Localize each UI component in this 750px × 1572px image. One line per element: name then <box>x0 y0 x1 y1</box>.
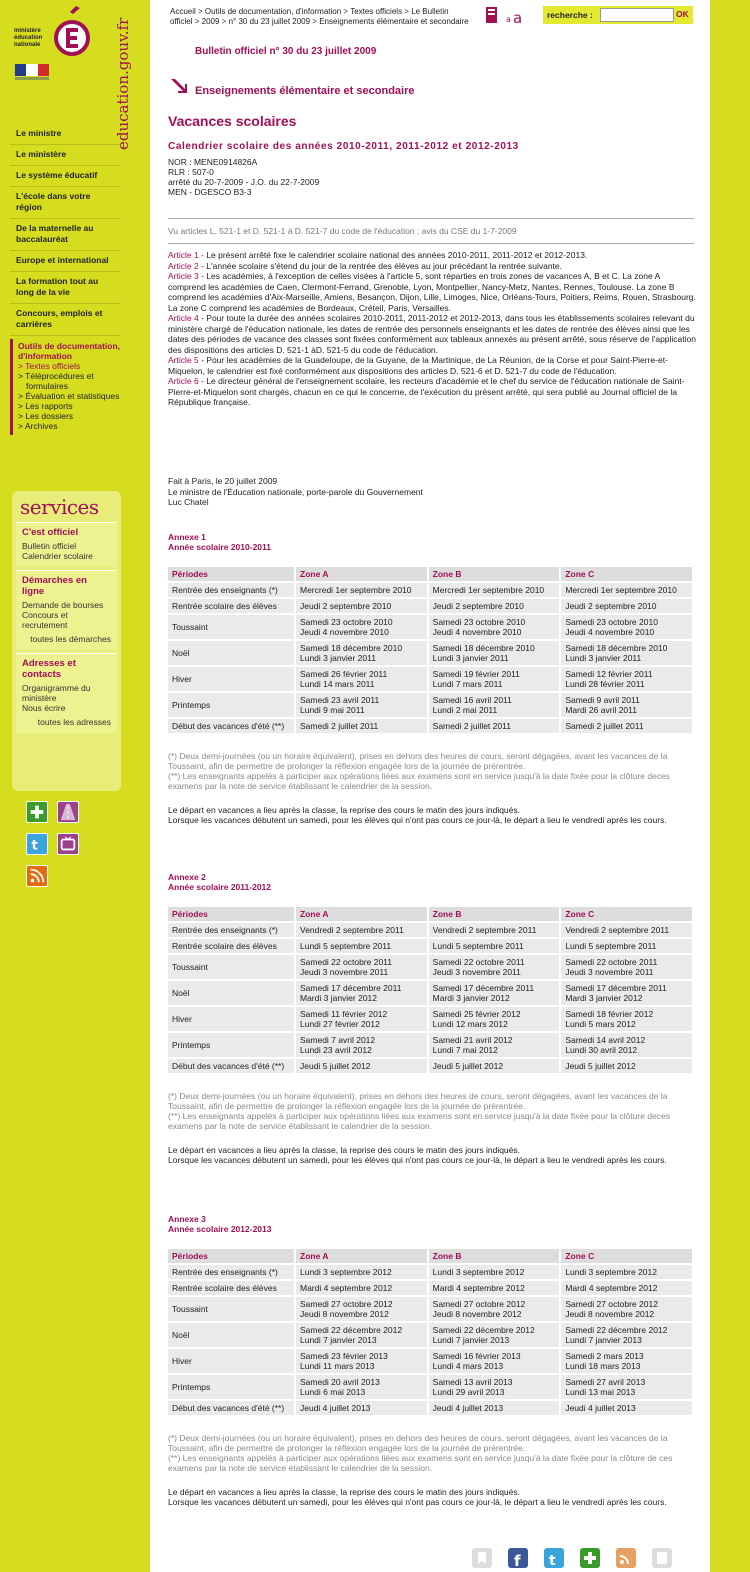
link-toutes-demarches[interactable]: toutes les démarches <box>30 634 111 644</box>
article-text: - Le présent arrêté fixe le calendrier scolaire national des années 2010-2011, 2011-2012 et 2012-2013. <box>198 250 588 260</box>
arrow-icon <box>169 77 187 95</box>
table-row <box>168 1007 692 1031</box>
table-cell: Rentrée des enseignants (*) <box>168 923 294 937</box>
depart-note <box>168 1487 696 1507</box>
table-cell: Samedi 2 mars 2013 Lundi 18 mars 2013 <box>561 1349 692 1373</box>
article-1 <box>168 250 698 261</box>
table-cell: Lundi 5 septembre 2011 <box>561 939 692 953</box>
document-meta <box>168 157 319 197</box>
table-cell: Samedi 21 avril 2012 Lundi 7 mai 2012 <box>429 1033 560 1057</box>
services-panel <box>12 491 121 791</box>
breadcrumb-accueil[interactable]: Accueil <box>170 7 196 16</box>
services-title: services <box>20 495 99 519</box>
education-logo-icon[interactable] <box>54 4 90 58</box>
table-header-row <box>168 907 692 921</box>
services-adresses-title: Adresses et contacts <box>22 658 76 680</box>
services-adresses-box <box>16 653 117 733</box>
article-number: Article 1 <box>168 250 199 260</box>
article-number: Article 4 <box>168 313 199 323</box>
column-header: Zone A <box>296 907 427 921</box>
link-organigramme[interactable]: Organigramme du ministère <box>22 683 91 703</box>
table-row <box>168 1375 692 1399</box>
tv-icon[interactable] <box>57 833 79 855</box>
table-cell: Lundi 5 septembre 2011 <box>429 939 560 953</box>
column-header: Zone B <box>429 1249 560 1263</box>
visas-text: Vu articles L. 521-1 et D. 521-1 à D. 521-7 du code de l'éducation ; avis du CSE du 1-7-2009 <box>168 226 517 236</box>
footnote-1: (*) Deux demi-journées (ou un horaire équivalent), prises en dehors des heures de cours, seront dégagées, avant les vacances de la Toussaint, afin de permettre de prolonger la réflexion engagée lors de la journée de prérentrée. <box>168 751 668 771</box>
sign-role: Le ministre de l'Éducation nationale, porte-parole du Gouvernement <box>168 486 423 497</box>
article-4 <box>168 313 698 355</box>
breadcrumb-outils[interactable]: Outils de documentation, d'information <box>204 7 342 16</box>
text-size-icon[interactable] <box>506 9 522 24</box>
table-header-row <box>168 1249 692 1263</box>
articles <box>168 250 698 408</box>
table-cell: Samedi 22 décembre 2012 Lundi 7 janvier 2013 <box>561 1323 692 1347</box>
table-cell: Mardi 4 septembre 2012 <box>429 1281 560 1295</box>
table-cell: Mercredi 1er septembre 2010 <box>429 583 560 597</box>
article-2 <box>168 261 698 272</box>
breadcrumb-2009[interactable]: 2009 <box>201 17 220 26</box>
submenu-item-teleprocedures[interactable]: > Téléprocédures et formulaires <box>18 371 94 391</box>
table-cell: Samedi 2 juillet 2011 <box>429 719 560 733</box>
divider <box>168 243 694 244</box>
table-cell: Rentrée scolaire des élèves <box>168 939 294 953</box>
meta-nor: NOR : MENE0914826A <box>168 157 258 167</box>
main-content <box>150 0 710 1572</box>
table-cell: Mardi 4 septembre 2012 <box>561 1281 692 1295</box>
breadcrumb: Accueil > Outils de documentation, d'information > Textes officiels > Le Bulletin officiel > 2009 > n° 30 du 23 juillet 2009 > Enseignements élémentaire et secondaire <box>170 7 469 26</box>
table-cell: Samedi 18 décembre 2010 Lundi 3 janvier 2011 <box>296 641 427 665</box>
submenu-item-evaluation[interactable]: > Évaluation et statistiques <box>18 391 120 401</box>
column-header: Périodes <box>168 567 294 581</box>
table-cell: Lundi 3 septembre 2012 <box>296 1265 427 1279</box>
table-cell: Vendredi 2 septembre 2011 <box>429 923 560 937</box>
table-cell: Samedi 18 décembre 2010 Lundi 3 janvier 2011 <box>561 641 692 665</box>
calendar-table <box>166 1247 694 1417</box>
table-cell: Samedi 2 juillet 2011 <box>561 719 692 733</box>
page-subtitle: Calendrier scolaire des années 2010-2011, 2011-2012 et 2012-2013 <box>168 141 519 152</box>
annexe-2 <box>168 872 696 1165</box>
article-3 <box>168 271 698 313</box>
annexe-year: Année scolaire 2011-2012 <box>168 882 272 892</box>
table-cell: Samedi 18 décembre 2010 Lundi 3 janvier 2011 <box>429 641 560 665</box>
annexe-1 <box>168 532 696 825</box>
table-cell: Samedi 22 octobre 2011 Jeudi 3 novembre 2011 <box>296 955 427 979</box>
svg-text:f: f <box>514 1552 521 1570</box>
menu-item-ministere[interactable]: Le ministère <box>10 145 120 166</box>
article-number: Article 2 <box>168 260 199 271</box>
submenu-item-archives[interactable]: > Archives <box>18 421 58 431</box>
table-cell: Jeudi 2 septembre 2010 <box>561 599 692 613</box>
menu-item-maternelle-bac[interactable]: De la maternelle au baccalauréat <box>10 219 120 251</box>
article-5 <box>168 355 698 376</box>
road-icon[interactable] <box>57 801 79 823</box>
table-cell: Samedi 11 février 2012 Lundi 27 février 2012 <box>296 1007 427 1031</box>
table-cell: Mercredi 1er septembre 2010 <box>561 583 692 597</box>
twitter-share-icon[interactable] <box>542 1546 566 1570</box>
table-cell: Samedi 22 octobre 2011 Jeudi 3 novembre 2011 <box>561 955 692 979</box>
rss-icon[interactable] <box>26 865 48 887</box>
footnote-2: (**) Les enseignants appelés à participer aux opérations liées aux examens sont en service jusqu'à la date fixée pour la clôture deces examens par la note de service établissant le calendrier de la session. <box>168 1111 671 1131</box>
table-cell: Printemps <box>168 1033 294 1057</box>
table-cell: Toussaint <box>168 955 294 979</box>
menu-item-ministre[interactable]: Le ministre <box>10 124 120 145</box>
link-demande-bourses[interactable]: Demande de bourses <box>22 600 104 610</box>
breadcrumb-enseignements[interactable]: Enseignements élémentaire et secondaire <box>319 17 469 26</box>
depart-line-1: Le départ en vacances a lieu après la classe, la reprise des cours le matin des jours indiqués. <box>168 1145 520 1155</box>
table-cell: Noël <box>168 641 294 665</box>
table-cell: Samedi 25 février 2012 Lundi 12 mars 2012 <box>429 1007 560 1031</box>
table-row <box>168 1281 692 1295</box>
annexe-year: Année scolaire 2010-2011 <box>168 542 272 552</box>
table-row <box>168 1059 692 1073</box>
rss-share-icon[interactable] <box>614 1546 638 1570</box>
twitter-icon[interactable] <box>26 833 48 855</box>
table-cell: Samedi 23 octobre 2010 Jeudi 4 novembre 2010 <box>561 615 692 639</box>
table-cell: Hiver <box>168 1007 294 1031</box>
table-row <box>168 599 692 613</box>
table-cell: Samedi 22 décembre 2012 Lundi 7 janvier 2013 <box>296 1323 427 1347</box>
table-cell: Printemps <box>168 693 294 717</box>
table-cell: Toussaint <box>168 615 294 639</box>
page-title: Vacances scolaires <box>168 113 297 129</box>
table-cell: Samedi 16 avril 2011 Lundi 2 mai 2011 <box>429 693 560 717</box>
bulletin-title: Bulletin officiel n° 30 du 23 juillet 2009 <box>195 46 377 57</box>
logo-text: ministère éducation nationale <box>14 28 43 48</box>
table-cell: Samedi 20 avril 2013 Lundi 6 mai 2013 <box>296 1375 427 1399</box>
table-row <box>168 1033 692 1057</box>
bookmark-icon[interactable] <box>470 1546 494 1570</box>
submenu-documentation <box>10 339 120 435</box>
meta-men: MEN - DGESCO B3-3 <box>168 187 252 197</box>
table-row <box>168 1265 692 1279</box>
table-cell: Jeudi 5 juillet 2012 <box>561 1059 692 1073</box>
annexe-title: Annexe 1 <box>168 532 206 542</box>
column-header: Zone B <box>429 567 560 581</box>
table-cell: Lundi 5 septembre 2011 <box>296 939 427 953</box>
annexe-title: Annexe 3 <box>168 1214 206 1224</box>
table-row <box>168 719 692 733</box>
table-cell: Samedi 7 avril 2012 Lundi 23 avril 2012 <box>296 1033 427 1057</box>
depart-line-1: Le départ en vacances a lieu après la classe, la reprise des cours le matin des jours indiqués. <box>168 1487 520 1497</box>
footnote <box>168 751 696 791</box>
table-cell: Rentrée scolaire des élèves <box>168 1281 294 1295</box>
column-header: Périodes <box>168 907 294 921</box>
footnote <box>168 1091 696 1131</box>
column-header: Zone C <box>561 907 692 921</box>
table-row <box>168 1401 692 1415</box>
table-cell: Samedi 17 décembre 2011 Mardi 3 janvier 2012 <box>561 981 692 1005</box>
table-row <box>168 583 692 597</box>
depart-line-2: Lorsque les vacances débutent un samedi, pour les élèves qui n'ont pas cours ce jour-là, le départ a lieu le vendredi après les cours. <box>168 1497 667 1507</box>
table-row <box>168 667 692 691</box>
annexe-3 <box>168 1214 696 1507</box>
table-cell: Hiver <box>168 667 294 691</box>
sign-name: Luc Chatel <box>168 497 209 507</box>
column-header: Périodes <box>168 1249 294 1263</box>
link-concours-recrutement[interactable]: Concours et recrutement <box>22 610 68 630</box>
table-cell: Jeudi 2 septembre 2010 <box>296 599 427 613</box>
table-header-row <box>168 567 692 581</box>
section-title: Enseignements élémentaire et secondaire <box>195 85 415 97</box>
link-calendrier-scolaire[interactable]: Calendrier scolaire <box>22 551 93 561</box>
table-cell: Jeudi 2 septembre 2010 <box>429 599 560 613</box>
table-cell: Samedi 12 février 2011 Lundi 28 février 2011 <box>561 667 692 691</box>
table-cell: Samedi 17 décembre 2011 Mardi 3 janvier 2012 <box>429 981 560 1005</box>
article-text: - Le directeur général de l'enseignement scolaire, les recteurs d'académie et le chef du service de l'éducation nationale de Saint-Pierre-et-Miquelon sont chargés, chacun en ce qui le concerne, de l'exécution du présent arrêté, qui sera publié au Journal officiel de la République française. <box>168 376 685 407</box>
table-cell: Samedi 26 février 2011 Lundi 14 mars 2011 <box>296 667 427 691</box>
services-officiel-title: C'est officiel <box>22 527 79 538</box>
divider <box>168 218 694 219</box>
table-row <box>168 981 692 1005</box>
link-nous-ecrire[interactable]: Nous écrire <box>22 703 66 713</box>
table-cell: Rentrée des enseignants (*) <box>168 1265 294 1279</box>
share-bar <box>470 1546 710 1572</box>
article-text: - Pour les académies de la Guadeloupe, de la Guyane, de la Martinique, de La Réunion, de la Corse et pour Saint-Pierre-et-Miquelon, le calendrier est fixé conformément aux dispositions des articles D. 521-6 et D. 521-7 du code de l'éducation. <box>168 355 668 376</box>
services-demarches-title: Démarches en ligne <box>22 575 87 597</box>
table-cell: Vendredi 2 septembre 2011 <box>296 923 427 937</box>
submenu-item-dossiers[interactable]: > Les dossiers <box>18 411 74 421</box>
depart-line-1: Le départ en vacances a lieu après la classe, la reprise des cours le matin des jours indiqués. <box>168 805 520 815</box>
table-row <box>168 955 692 979</box>
print-share-icon[interactable] <box>650 1546 674 1570</box>
search-ok-button[interactable]: OK <box>676 9 689 19</box>
footnote <box>168 1433 696 1473</box>
footnote-2: (**) Les enseignants appelés à participer aux opérations liées aux examens sont en service jusqu'à la date fixée pour la clôture deces examens par la note de service établissant le calendrier de la session. <box>168 771 671 791</box>
column-header: Zone C <box>561 1249 692 1263</box>
table-row <box>168 939 692 953</box>
table-cell: Mercredi 1er septembre 2010 <box>296 583 427 597</box>
article-text: - L'année scolaire s'étend du jour de la rentrée des élèves au jour précédant la rentrée suivante. <box>198 260 563 271</box>
main-menu <box>10 124 120 435</box>
annexe-year: Année scolaire 2012-2013 <box>168 1224 272 1234</box>
article-number: Article 5 <box>168 355 199 365</box>
table-cell: Samedi 27 avril 2013 Lundi 13 mai 2013 <box>561 1375 692 1399</box>
footnote-1: (*) Deux demi-journées (ou un horaire équivalent), prises en dehors des heures de cours, seront dégagées, avant les vacances de la Toussaint, afin de permettre de prolonger la réflexion engagée lors de la journée de prérentrée. <box>168 1091 668 1111</box>
depart-line-2: Lorsque les vacances débutent un samedi, pour les élèves qui n'ont pas cours ce jour-là, le départ a lieu le vendredi après les cours. <box>168 1155 667 1165</box>
table-cell: Samedi 18 février 2012 Lundi 5 mars 2012 <box>561 1007 692 1031</box>
table-row <box>168 1323 692 1347</box>
signature-block <box>168 476 423 508</box>
search-box <box>543 6 693 24</box>
breadcrumb-numero[interactable]: n° 30 du 23 juillet 2009 <box>228 17 311 26</box>
article-6 <box>168 376 698 408</box>
table-cell: Samedi 16 février 2013 Lundi 4 mars 2013 <box>429 1349 560 1373</box>
table-cell: Samedi 23 octobre 2010 Jeudi 4 novembre 2010 <box>429 615 560 639</box>
article-text: - Les académies, à l'exception de celles visées à l'article 5, sont réparties en trois zones de vacances A, B et C. La zone A comprend les académies de Caen, Clermont-Ferrand, Grenoble, Lyon, Montpellier, Nancy-Metz, Nantes, Rennes, Toulouse. La zone B comprend les académies d'Aix-Marseille, Amiens, Besançon, Dijon, Lille, Limoges, Nice, Orléans-Tours, Poitiers, Reims, Rouen, Strasbourg. La zone C comprend les académies de Bordeaux, Créteil, Paris, Versailles. <box>168 271 696 313</box>
table-cell: Mardi 4 septembre 2012 <box>296 1281 427 1295</box>
table-row <box>168 1297 692 1321</box>
table-cell: Début des vacances d'été (**) <box>168 1059 294 1073</box>
svg-text:t: t <box>31 837 39 854</box>
table-cell: Rentrée scolaire des élèves <box>168 599 294 613</box>
menu-item-formation[interactable]: La formation tout au long de la vie <box>10 272 120 304</box>
article-number: Article 3 <box>168 271 199 281</box>
menu-item-concours[interactable]: Concours, emplois et carrières <box>10 304 120 336</box>
calendar-table <box>166 565 694 735</box>
meta-arrete: arrêté du 20-7-2009 - J.O. du 22-7-2009 <box>168 177 320 187</box>
table-cell: Samedi 17 décembre 2011 Mardi 3 janvier 2012 <box>296 981 427 1005</box>
table-cell: Lundi 3 septembre 2012 <box>561 1265 692 1279</box>
depart-line-2: Lorsque les vacances débutent un samedi, pour les élèves qui n'ont pas cours ce jour-là, le départ a lieu le vendredi après les cours. <box>168 815 667 825</box>
table-cell: Samedi 23 avril 2011 Lundi 9 mai 2011 <box>296 693 427 717</box>
submenu-item-rapports[interactable]: > Les rapports <box>18 401 73 411</box>
table-row <box>168 641 692 665</box>
table-cell: Toussaint <box>168 1297 294 1321</box>
meta-rlr: RLR : 507-0 <box>168 167 214 177</box>
table-row <box>168 923 692 937</box>
submenu-item-textes-officiels[interactable]: > Textes officiels <box>18 361 81 371</box>
article-text: - Pour toute la durée des années scolaires 2010-2011, 2011-2012 et 2012-2013, dans tous les établissements scolaires relevant du ministère chargé de l'éducation nationale, les dates de rentrée des personnels enseignants et les dates de rentrée des élèves ainsi que les dates des périodes de vacance des classes sont fixées conformément aux tableaux annexés au présent arrêté, sous réserve de l'application des dispositions des articles D. 521-1 àD. 521-5 du code de l'éducation. <box>168 313 696 355</box>
breadcrumb-bulletin[interactable]: Le Bulletin officiel <box>170 7 449 26</box>
table-cell: Jeudi 4 juillet 2013 <box>561 1401 692 1415</box>
plus-icon[interactable] <box>26 801 48 823</box>
link-toutes-adresses[interactable]: toutes les adresses <box>37 717 111 727</box>
table-cell: Jeudi 5 juillet 2012 <box>429 1059 560 1073</box>
link-bulletin-officiel[interactable]: Bulletin officiel <box>22 541 77 551</box>
table-cell: Samedi 14 avril 2012 Lundi 30 avril 2012 <box>561 1033 692 1057</box>
table-cell: Samedi 9 avril 2011 Mardi 26 avril 2011 <box>561 693 692 717</box>
footnote-2: (**) Les enseignants appelés à participer aux opérations liées aux examens sont en service jusqu'à la date fixée pour la clôture de ces examens par la note de service établissant le calendrier de la session. <box>168 1453 673 1473</box>
table-cell: Samedi 27 octobre 2012 Jeudi 8 novembre 2012 <box>296 1297 427 1321</box>
table-cell: Rentrée des enseignants (*) <box>168 583 294 597</box>
print-icon[interactable] <box>486 7 497 23</box>
table-cell: Début des vacances d'été (**) <box>168 719 294 733</box>
table-cell: Samedi 13 avril 2013 Lundi 29 avril 2013 <box>429 1375 560 1399</box>
table-cell: Noël <box>168 1323 294 1347</box>
table-cell: Samedi 2 juillet 2011 <box>296 719 427 733</box>
table-cell: Samedi 27 octobre 2012 Jeudi 8 novembre 2012 <box>561 1297 692 1321</box>
depart-note <box>168 1145 696 1165</box>
column-header: Zone A <box>296 1249 427 1263</box>
table-cell: Début des vacances d'été (**) <box>168 1401 294 1415</box>
table-row <box>168 693 692 717</box>
table-cell: Samedi 23 octobre 2010 Jeudi 4 novembre 2010 <box>296 615 427 639</box>
column-header: Zone C <box>561 567 692 581</box>
svg-text:t: t <box>549 1553 556 1569</box>
table-cell: Vendredi 2 septembre 2011 <box>561 923 692 937</box>
breadcrumb-textes[interactable]: Textes officiels <box>350 7 403 16</box>
table-cell: Samedi 19 février 2011 Lundi 7 mars 2011 <box>429 667 560 691</box>
table-cell: Printemps <box>168 1375 294 1399</box>
table-cell: Samedi 23 février 2013 Lundi 11 mars 2013 <box>296 1349 427 1373</box>
submenu-title[interactable]: Outils de documentation, d'information <box>18 341 121 361</box>
table-cell: Noël <box>168 981 294 1005</box>
table-cell: Samedi 22 décembre 2012 Lundi 7 janvier 2013 <box>429 1323 560 1347</box>
menu-item-ecole-region[interactable]: L'école dans votre région <box>10 187 120 219</box>
svg-text:a: a <box>513 9 523 24</box>
table-cell: Hiver <box>168 1349 294 1373</box>
calendar-table <box>166 905 694 1075</box>
table-row <box>168 1349 692 1373</box>
search-input[interactable] <box>600 8 674 22</box>
table-cell: Lundi 3 septembre 2012 <box>429 1265 560 1279</box>
table-cell: Samedi 22 octobre 2011 Jeudi 3 novembre 2011 <box>429 955 560 979</box>
column-header: Zone B <box>429 907 560 921</box>
table-row <box>168 615 692 639</box>
table-cell: Jeudi 5 juillet 2012 <box>296 1059 427 1073</box>
search-label: recherche : <box>547 10 593 20</box>
share-plus-icon[interactable] <box>578 1546 602 1570</box>
services-demarches-box <box>16 570 117 650</box>
vertical-brand-text: education.gouv.fr <box>114 17 132 150</box>
table-cell: Jeudi 4 juillet 2013 <box>296 1401 427 1415</box>
annexe-title: Annexe 2 <box>168 872 206 882</box>
footnote-1: (*) Deux demi-journées (ou un horaire équivalent), prises en dehors des heures de cours, seront dégagées, avant les vacances de la Toussaint, afin de permettre de prolonger la réflexion engagée lors de la journée de prérentrée. <box>168 1433 668 1453</box>
facebook-icon[interactable] <box>506 1546 530 1570</box>
table-cell: Jeudi 4 juillet 2013 <box>429 1401 560 1415</box>
table-cell: Samedi 27 octobre 2012 Jeudi 8 novembre 2012 <box>429 1297 560 1321</box>
page-tools <box>484 6 534 24</box>
menu-item-europe[interactable]: Europe et international <box>10 251 120 272</box>
republic-flag-icon <box>15 64 49 82</box>
article-number: Article 6 <box>168 376 199 386</box>
column-header: Zone A <box>296 567 427 581</box>
sign-place-date: Fait à Paris, le 20 juillet 2009 <box>168 476 278 486</box>
depart-note <box>168 805 696 825</box>
services-officiel-box <box>16 522 117 567</box>
menu-item-systeme-educatif[interactable]: Le système éducatif <box>10 166 120 187</box>
left-sidebar <box>0 0 150 1572</box>
svg-text:a: a <box>506 15 511 24</box>
